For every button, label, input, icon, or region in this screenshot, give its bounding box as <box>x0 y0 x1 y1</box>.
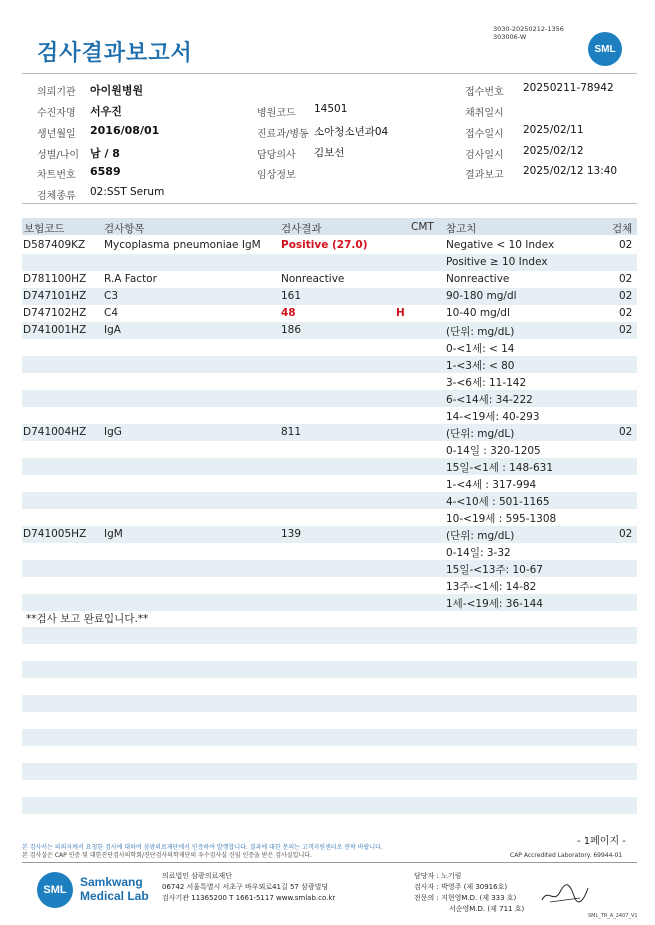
cell-item: IgG <box>104 426 122 438</box>
name-value: 서우진 <box>90 105 122 118</box>
col-header-code: 보험코드 <box>24 223 65 235</box>
cell-specimen: 02 <box>619 426 633 438</box>
table-row <box>22 373 637 390</box>
cell-item: C3 <box>104 290 119 302</box>
cell-result: 161 <box>281 290 302 302</box>
staff-manager: 담당자 : 노기림 <box>414 872 462 880</box>
receipt-date-label: 접수일시 <box>465 129 504 140</box>
signature-image <box>540 880 590 908</box>
cell-reference: (단위: mg/dL) <box>446 428 515 440</box>
cap-accreditation: CAP Accredited Laboratory. 69944-01 <box>510 852 623 859</box>
col-header-specimen: 검체 <box>612 223 633 235</box>
receipt-date-value: 2025/02/11 <box>523 124 584 136</box>
table-row <box>22 339 637 356</box>
name-label: 수진자명 <box>37 108 76 119</box>
divider <box>22 73 637 74</box>
cell-reference: (단위: mg/dL) <box>446 530 515 542</box>
report-date-label: 결과보고 <box>465 170 504 181</box>
staff-tester: 검사자 : 박영주 (제 30916호) <box>414 883 508 891</box>
document-id-line1: 3030-20250212-1356 <box>493 25 564 33</box>
birth-label: 생년월일 <box>37 129 76 140</box>
cell-specimen: 02 <box>619 528 633 540</box>
cell-code: D741001HZ <box>23 324 87 336</box>
report-complete-note: **검사 보고 완료입니다.** <box>26 613 149 625</box>
cell-reference: 4-<10세 : 501-1165 <box>446 496 550 508</box>
col-header-result: 검사결과 <box>281 223 322 235</box>
test-date-value: 2025/02/12 <box>523 145 584 157</box>
report-title: 검사결과보고서 <box>37 41 193 66</box>
empty-table-row <box>22 661 637 678</box>
cell-reference: Negative < 10 Index <box>446 239 555 251</box>
table-row <box>22 407 637 424</box>
table-row <box>22 577 637 594</box>
hosp-code-label: 병원코드 <box>257 108 296 119</box>
receipt-no-value: 20250211-78942 <box>523 82 614 94</box>
empty-table-row <box>22 729 637 746</box>
cell-reference: 1-<4세 : 317-994 <box>446 479 537 491</box>
divider <box>22 862 637 863</box>
clinical-label: 임상정보 <box>257 170 296 181</box>
cell-reference: 0-14일 : 320-1205 <box>446 445 541 457</box>
sex-age-label: 성별/나이 <box>37 150 80 161</box>
test-date-label: 검사일시 <box>465 150 504 161</box>
table-row <box>22 475 637 492</box>
cell-reference: 15일-<1세 : 148-631 <box>446 462 553 474</box>
cell-reference: 0-14일: 3-32 <box>446 547 511 559</box>
cell-reference: 10-40 mg/dl <box>446 307 510 319</box>
cell-item: C4 <box>104 307 119 319</box>
cell-item: IgA <box>104 324 121 336</box>
doctor-label: 담당의사 <box>257 150 296 161</box>
cell-result: 811 <box>281 426 302 438</box>
cell-reference: 13주-<1세: 14-82 <box>446 581 537 593</box>
cell-result: 186 <box>281 324 302 336</box>
cell-reference: Nonreactive <box>446 273 510 285</box>
empty-table-row <box>22 695 637 712</box>
divider <box>22 203 637 204</box>
table-row <box>22 594 637 611</box>
cell-reference: Positive ≥ 10 Index <box>446 256 548 268</box>
cell-result: Nonreactive <box>281 273 345 285</box>
cell-reference: 15일-<13주: 10-67 <box>446 564 543 576</box>
empty-table-row <box>22 627 637 644</box>
col-header-reference: 참고치 <box>446 223 477 235</box>
cell-reference: (단위: mg/dL) <box>446 326 515 338</box>
report-date-value: 2025/02/12 13:40 <box>523 165 618 177</box>
doctor-value: 김보선 <box>314 147 345 159</box>
cell-specimen: 02 <box>619 290 633 302</box>
cell-specimen: 02 <box>619 324 633 336</box>
cell-flag: H <box>396 307 405 319</box>
sml-logo-header: SML <box>588 32 622 66</box>
lab-contact: 검사기관 11365200 T 1661-5117 www.smlab.co.kr <box>162 894 336 902</box>
footer-notice-2: 본 검사실은 CAP 인증 및 대한진단검사의학회/진단검사의학재단의 우수검사실 신임 인증을 받은 검사실입니다. <box>22 852 312 859</box>
staff-specialist-2: 서순영M.D. (제 711 호) <box>449 905 525 913</box>
cell-reference: 1-<3세: < 80 <box>446 360 515 372</box>
cell-result: 48 <box>281 307 296 319</box>
table-row <box>22 356 637 373</box>
lab-address <box>162 871 335 904</box>
table-row <box>22 543 637 560</box>
cell-item: Mycoplasma pneumoniae IgM <box>104 239 261 251</box>
cell-reference: 3-<6세: 11-142 <box>446 377 527 389</box>
cell-reference: 1세-<19세: 36-144 <box>446 598 543 610</box>
document-id <box>493 25 564 41</box>
staff-info <box>414 871 524 915</box>
form-code: SML_TR_A_2407_V1 <box>588 913 638 919</box>
chart-value: 6589 <box>90 165 121 178</box>
collect-label: 채취일시 <box>465 108 504 119</box>
cell-item: R.A Factor <box>104 273 157 285</box>
page-number: - 1페이지 - <box>577 836 626 847</box>
cell-result: 139 <box>281 528 302 540</box>
chart-label: 차트번호 <box>37 170 76 181</box>
lab-street: 06742 서울특별시 서초구 바우뫼로41길 57 삼광빌딩 <box>162 883 329 891</box>
cell-code: D741005HZ <box>23 528 87 540</box>
hospital-label: 의뢰기관 <box>37 87 76 98</box>
cell-reference: 14-<19세: 40-293 <box>446 411 540 423</box>
empty-table-row <box>22 763 637 780</box>
dept-label: 진료과/병동 <box>257 129 309 140</box>
sml-logo-footer: SML <box>37 872 73 908</box>
cell-specimen: 02 <box>619 239 633 251</box>
cell-specimen: 02 <box>619 273 633 285</box>
cell-code: D587409KZ <box>23 239 86 251</box>
cell-code: D741004HZ <box>23 426 87 438</box>
cell-code: D747102HZ <box>23 307 87 319</box>
cell-specimen: 02 <box>619 307 633 319</box>
cell-item: IgM <box>104 528 123 540</box>
cell-reference: 90-180 mg/dl <box>446 290 517 302</box>
hosp-code-value: 14501 <box>314 103 348 115</box>
footer-notice-1: 본 검사서는 의뢰자께서 요청한 검사에 대하여 삼광의료재단에서 인증하여 발행합니다. 결과에 대한 문의는 고객지원센터로 연락 바랍니다. <box>22 844 383 851</box>
brand-line1: Samkwang <box>80 875 143 889</box>
col-header-cmt: CMT <box>411 221 434 233</box>
cell-reference: 10-<19세 : 595-1308 <box>446 513 557 525</box>
dept-value: 소아청소년과04 <box>314 126 389 138</box>
cell-code: D781100HZ <box>23 273 87 285</box>
brand-line2: Medical Lab <box>80 889 149 903</box>
brand-name <box>80 875 149 903</box>
hospital-value: 아이원병원 <box>90 84 144 97</box>
col-header-item: 검사항목 <box>104 223 145 235</box>
table-row <box>22 441 637 458</box>
cell-reference: 0-<1세: < 14 <box>446 343 515 355</box>
cell-code: D747101HZ <box>23 290 87 302</box>
staff-specialist-1: 전문의 : 지현영M.D. (제 333 호) <box>414 894 517 902</box>
cell-result: Positive (27.0) <box>281 239 368 251</box>
lab-name: 의료법인 삼광의료재단 <box>162 872 232 880</box>
specimen-label: 검체종류 <box>37 191 76 202</box>
document-id-line2: 303006-W <box>493 33 527 41</box>
birth-value: 2016/08/01 <box>90 124 160 137</box>
table-row <box>22 560 637 577</box>
empty-table-row <box>22 797 637 814</box>
table-row <box>22 390 637 407</box>
cell-reference: 6-<14세: 34-222 <box>446 394 533 406</box>
specimen-value: 02:SST Serum <box>90 186 165 198</box>
sex-age-value: 남 / 8 <box>90 147 120 160</box>
receipt-no-label: 접수번호 <box>465 87 504 98</box>
